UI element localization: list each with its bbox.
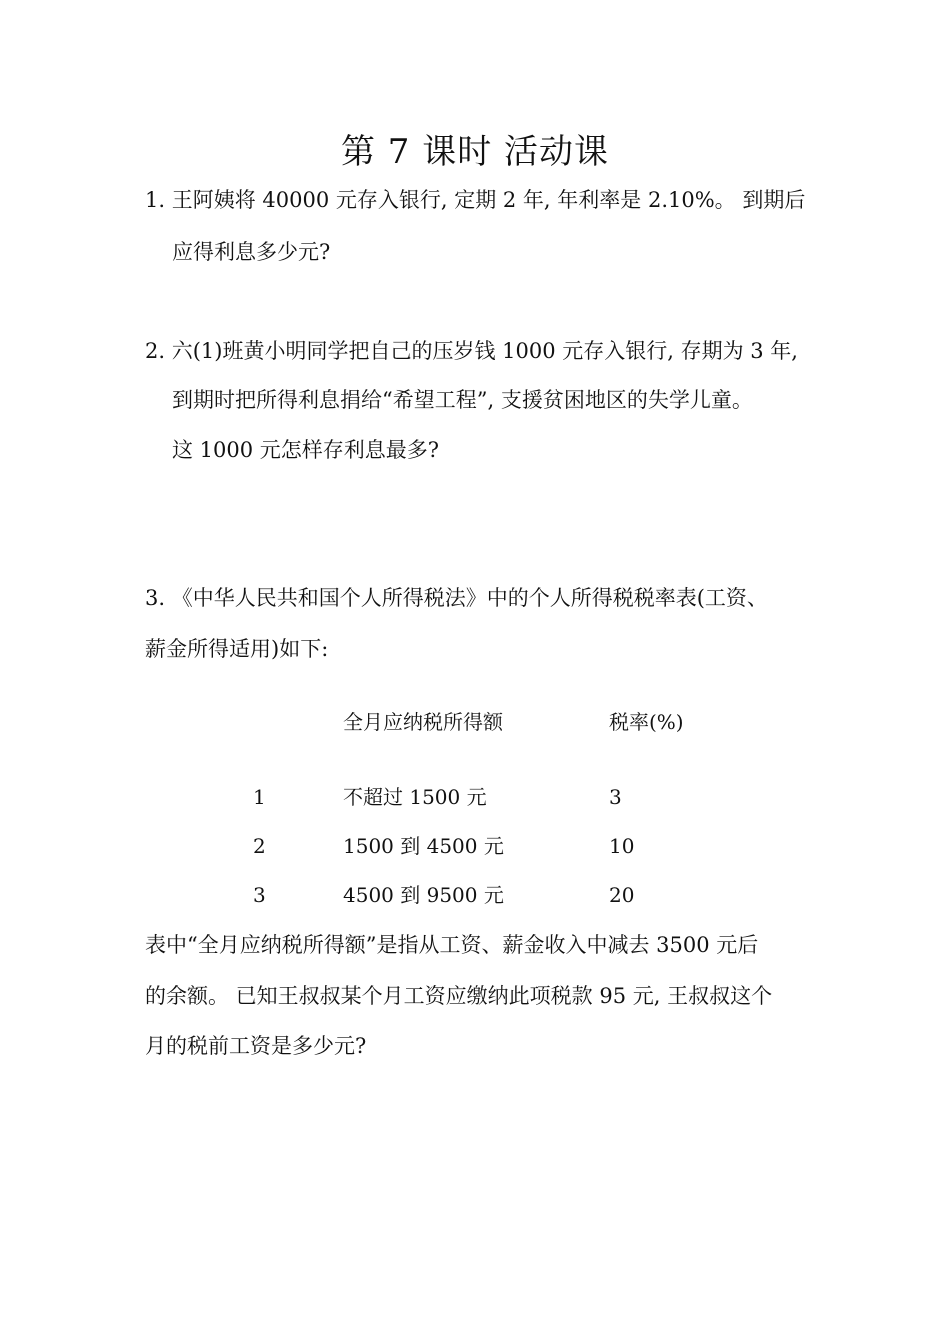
table-header-rate: 税率(%) (609, 710, 684, 734)
question-3-after-line-2: 的余额。 已知王叔叔某个月工资应缴纳此项税款 95 元, 王叔叔这个 (145, 984, 773, 1008)
table-row-1-index: 1 (253, 785, 266, 809)
question-3-after-line-1: 表中“全月应纳税所得额”是指从工资、薪金收入中减去 3500 元后 (145, 933, 759, 957)
question-3-line-1: 3. 《中华人民共和国个人所得税法》中的个人所得税税率表(工资、 (145, 586, 768, 610)
table-row-2-rate: 10 (609, 834, 635, 858)
table-row-2-range: 1500 到 4500 元 (343, 834, 504, 858)
question-2-line-1: 2. 六(1)班黄小明同学把自己的压岁钱 1000 元存入银行, 存期为 3 年, (145, 339, 798, 363)
question-2-line-2: 到期时把所得利息捐给“希望工程”, 支援贫困地区的失学儿童。 (172, 388, 753, 412)
question-1-line-1: 1. 王阿姨将 40000 元存入银行, 定期 2 年, 年利率是 2.10%。 到期后 (145, 188, 806, 212)
question-2-line-3: 这 1000 元怎样存利息最多? (172, 438, 440, 462)
table-row-3-index: 3 (253, 883, 266, 907)
table-row-3-rate: 20 (609, 883, 635, 907)
table-row-1-range: 不超过 1500 元 (343, 785, 487, 809)
table-row-1-rate: 3 (609, 785, 622, 809)
table-row-3-range: 4500 到 9500 元 (343, 883, 504, 907)
page-title: 第 7 课时 活动课 (340, 132, 610, 172)
question-3-after-line-3: 月的税前工资是多少元? (145, 1034, 367, 1058)
question-3-line-2: 薪金所得适用)如下: (145, 637, 329, 661)
table-header-income: 全月应纳税所得额 (343, 710, 503, 734)
table-row-2-index: 2 (253, 834, 266, 858)
question-1-line-2: 应得利息多少元? (172, 240, 331, 264)
